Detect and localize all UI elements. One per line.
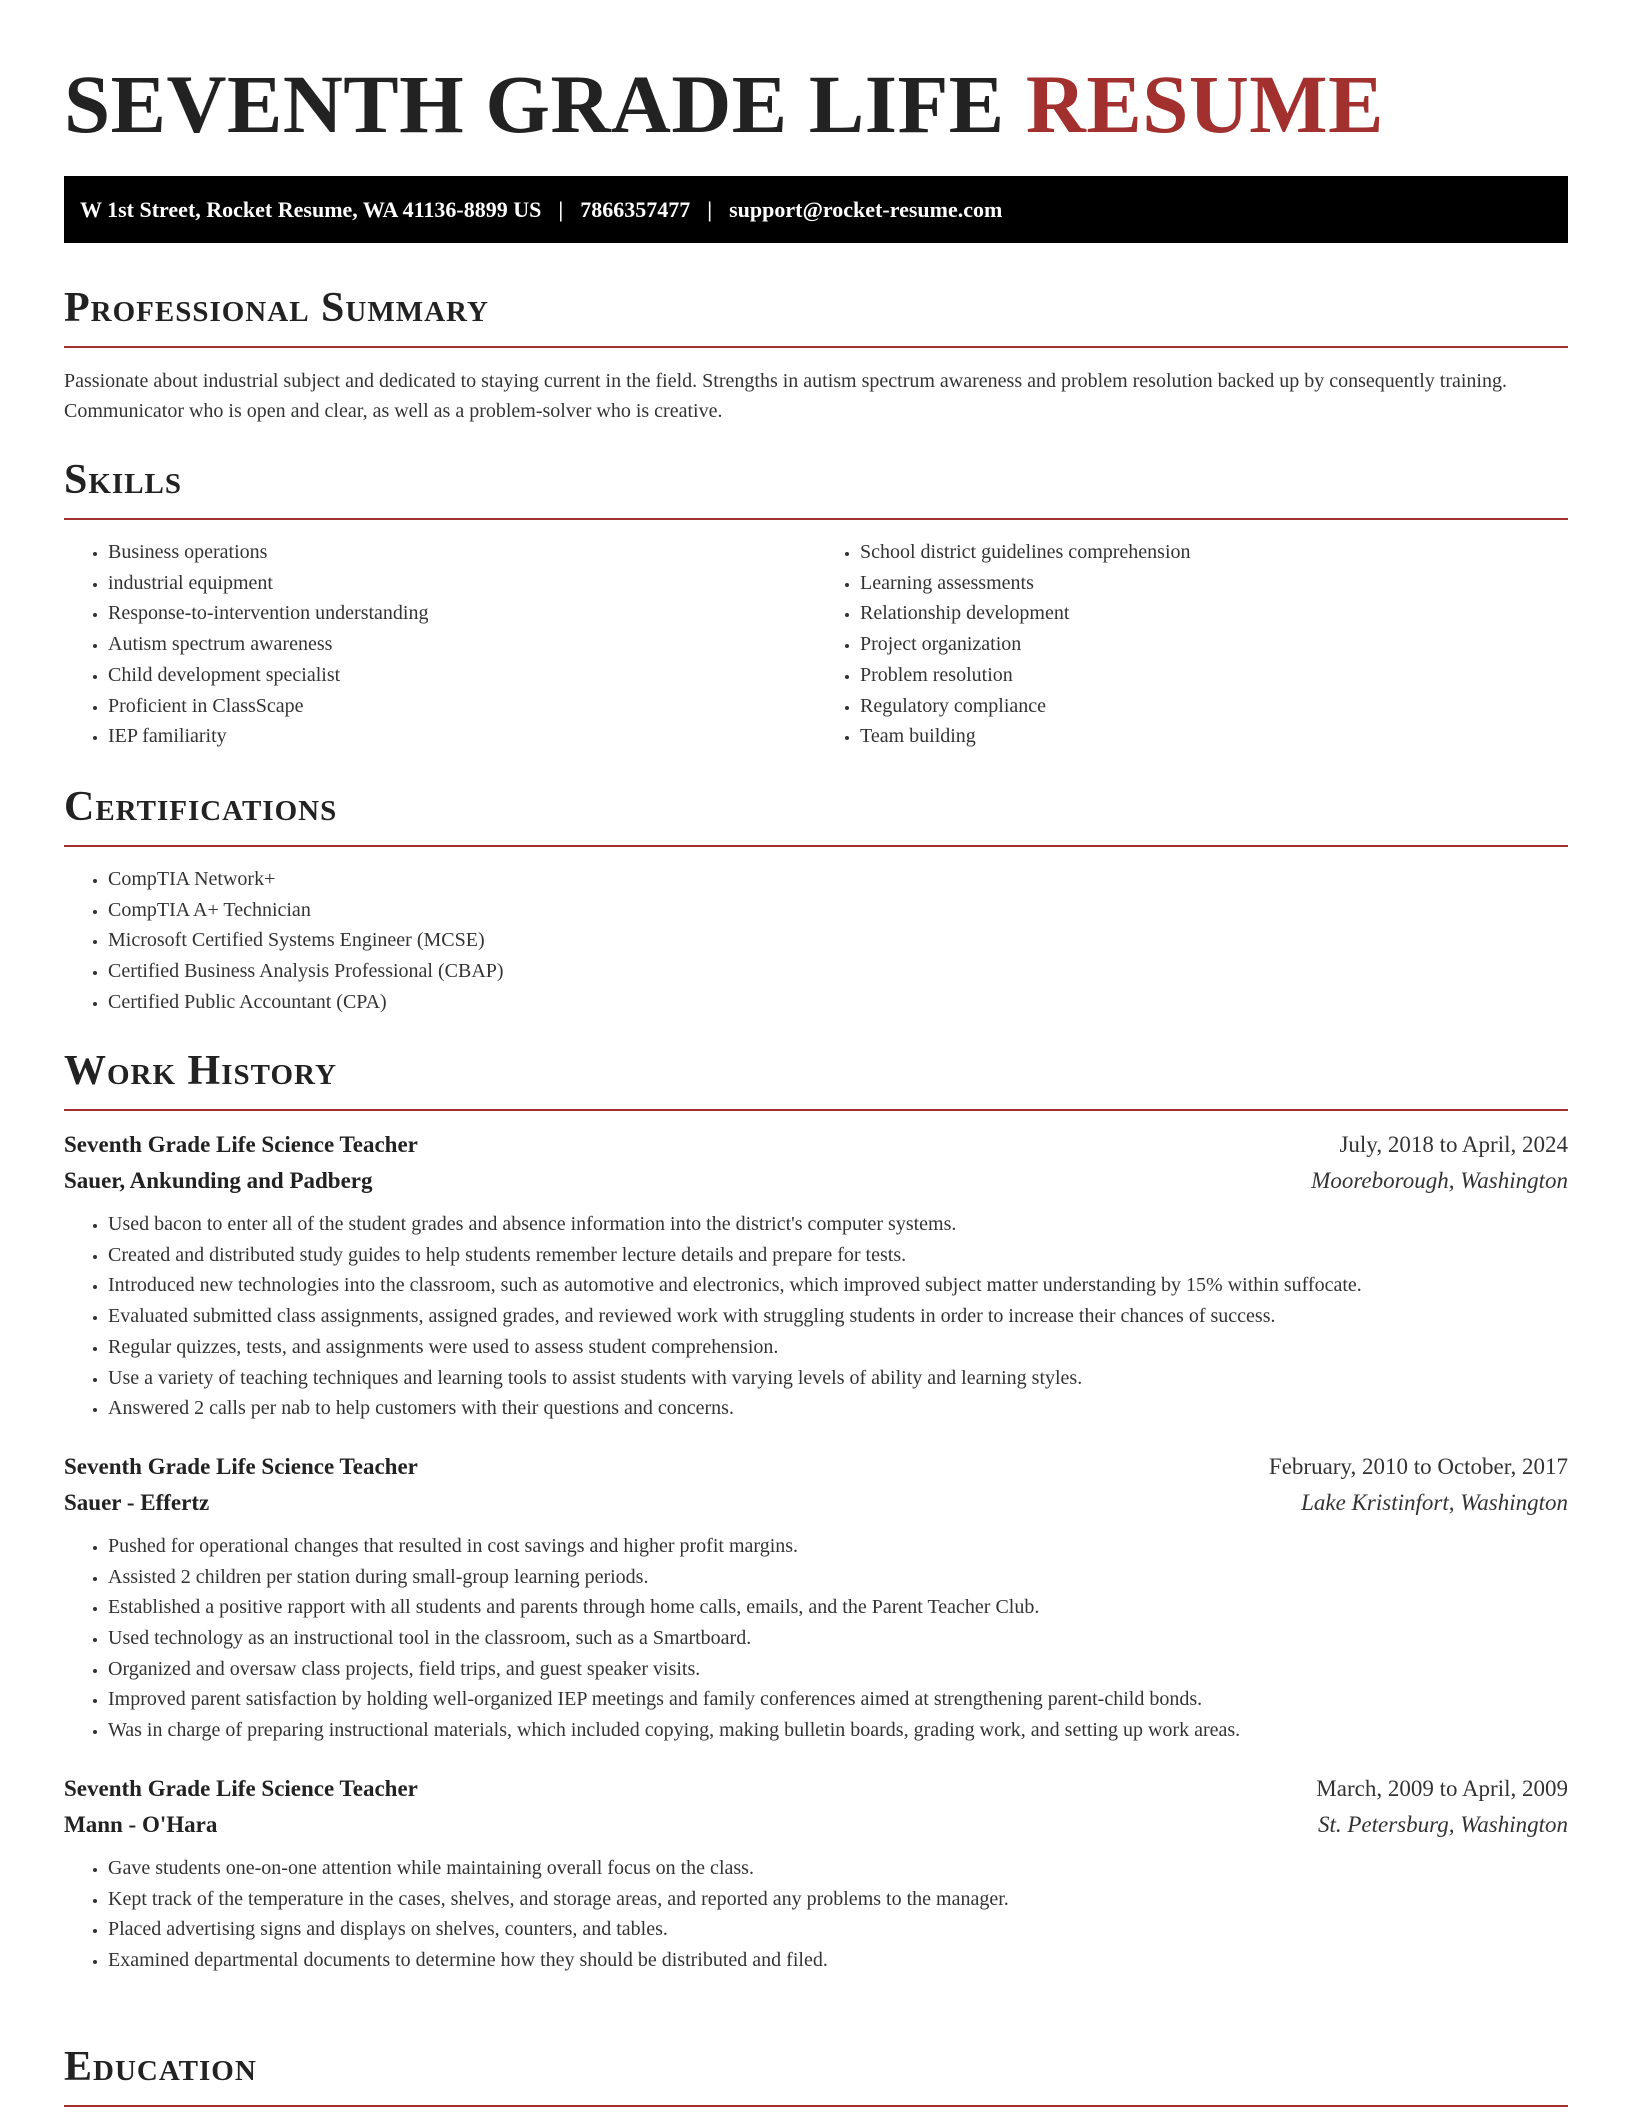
contact-address: W 1st Street, Rocket Resume, WA 41136-8899 US [80, 196, 542, 222]
skill-item: • Child development specialist [108, 660, 816, 691]
certification-item: • CompTIA A+ Technician [108, 895, 1568, 926]
job-bullet: • Placed advertising signs and displays on shelves, counters, and tables. [108, 1914, 1568, 1945]
contact-bar [64, 176, 1568, 243]
skill-item: • Business operations [108, 537, 816, 568]
summary-heading: Professional Summary [64, 284, 1568, 348]
work-history-heading: Work History [64, 1047, 1568, 1111]
title-main: SEVENTH GRADE LIFE [64, 58, 1005, 150]
job-header-row [64, 1771, 1568, 1807]
job-bullet: • Organized and oversaw class projects, field trips, and guest speaker visits. [108, 1654, 1568, 1685]
job-dates: February, 2010 to October, 2017 [1268, 1453, 1568, 1479]
job-company: Sauer - Effertz [64, 1489, 210, 1515]
job-dates: July, 2018 to April, 2024 [1339, 1132, 1568, 1157]
certification-item: • Certified Public Accountant (CPA) [108, 987, 1568, 1018]
job-title: Seventh Grade Life Science Teacher [64, 1775, 418, 1801]
skill-item: • Learning assessments [860, 568, 1568, 599]
job-company-row [64, 1807, 1568, 1843]
summary-section [64, 284, 1568, 426]
skill-item: • IEP familiarity [108, 721, 816, 752]
skills-list-left [64, 537, 816, 752]
job-title: Seventh Grade Life Science Teacher [64, 1453, 418, 1479]
certification-item: • Certified Business Analysis Professional (CBAP) [108, 956, 1568, 987]
skills-columns [64, 537, 1568, 752]
job-bullet: • Regular quizzes, tests, and assignments were used to assess student comprehension. [108, 1332, 1568, 1363]
title-accent: RESUME [1025, 58, 1385, 150]
job-bullet: • Used bacon to enter all of the student grades and absence information into the district's computer systems. [108, 1209, 1568, 1240]
certification-item: • Microsoft Certified Systems Engineer (MCSE) [108, 925, 1568, 956]
contact-separator: | [707, 196, 713, 222]
contact-separator: | [558, 196, 564, 222]
certification-item: • CompTIA Network+ [108, 864, 1568, 895]
job-bullet: • Improved parent satisfaction by holding well-organized IEP meetings and family conferences aimed at strengthening parent-child bonds. [108, 1684, 1568, 1715]
job-bullet: • Assisted 2 children per station during small-group learning periods. [108, 1562, 1568, 1593]
job-bullets [64, 1853, 1568, 1976]
job-bullet: • Used technology as an instructional tool in the classroom, such as a Smartboard. [108, 1623, 1568, 1654]
job-company: Sauer, Ankunding and Padberg [64, 1168, 373, 1193]
job-dates: March, 2009 to April, 2009 [1316, 1775, 1568, 1801]
job-bullet: • Kept track of the temperature in the cases, shelves, and storage areas, and reported any problems to the manager. [108, 1884, 1568, 1915]
job-bullet: • Use a variety of teaching techniques and learning tools to assist students with varying levels of ability and learning styles. [108, 1363, 1568, 1394]
job-bullet: • Examined departmental documents to determine how they should be distributed and filed. [108, 1945, 1568, 1976]
skill-item: • Regulatory compliance [860, 691, 1568, 722]
skills-section [64, 456, 1568, 752]
certifications-section [64, 783, 1568, 1018]
job-bullet: • Established a positive rapport with all students and parents through home calls, emails, and the Parent Teacher Club. [108, 1592, 1568, 1623]
job-entry [64, 1771, 1568, 1976]
job-bullet: • Created and distributed study guides to help students remember lecture details and prepare for tests. [108, 1240, 1568, 1271]
job-bullet: • Introduced new technologies into the classroom, such as automotive and electronics, which improved subject matter understanding by 15% within suffocate. [108, 1270, 1568, 1301]
skill-item: • Team building [860, 721, 1568, 752]
summary-text: Passionate about industrial subject and dedicated to staying current in the field. Strengths in autism spectrum awareness and problem resolution backed up by consequently training. Communicator who is open and clear, as well as a problem-solver who is creative. [64, 370, 1507, 422]
job-location: Lake Kristinfort, Washington [1301, 1489, 1568, 1515]
skill-item: • Problem resolution [860, 660, 1568, 691]
resume-title [64, 58, 1568, 150]
job-header-row [64, 1127, 1568, 1163]
job-bullets [64, 1531, 1568, 1746]
job-company-row [64, 1485, 1568, 1521]
job-location: Mooreborough, Washington [1311, 1168, 1568, 1193]
contact-email: support@rocket-resume.com [729, 196, 1003, 222]
skill-item: • Relationship development [860, 598, 1568, 629]
job-bullets [64, 1209, 1568, 1424]
contact-phone: 7866357477 [580, 196, 691, 222]
job-bullet: • Evaluated submitted class assignments, assigned grades, and reviewed work with struggling students in order to increase their chances of success. [108, 1301, 1568, 1332]
skill-item: • industrial equipment [108, 568, 816, 599]
resume-page [64, 0, 1568, 2090]
skill-item: • Response-to-intervention understanding [108, 598, 816, 629]
job-bullet: • Gave students one-on-one attention while maintaining overall focus on the class. [108, 1853, 1568, 1884]
education-section [64, 2043, 1568, 2107]
job-title: Seventh Grade Life Science Teacher [64, 1132, 418, 1157]
skills-heading: Skills [64, 456, 1568, 520]
certifications-heading: Certifications [64, 783, 1568, 847]
job-company-row [64, 1163, 1568, 1199]
job-location: St. Petersburg, Washington [1317, 1811, 1568, 1837]
job-header-row [64, 1449, 1568, 1485]
job-bullet: • Answered 2 calls per nab to help customers with their questions and concerns. [108, 1393, 1568, 1424]
job-entry [64, 1127, 1568, 1424]
education-heading: Education [64, 2043, 1568, 2107]
certifications-list [64, 864, 1568, 1018]
skill-item: • Proficient in ClassScape [108, 691, 816, 722]
job-bullet: • Was in charge of preparing instructional materials, which included copying, making bulletin boards, grading work, and setting up work areas. [108, 1715, 1568, 1746]
skill-item: • School district guidelines comprehension [860, 537, 1568, 568]
job-entry [64, 1449, 1568, 1746]
skill-item: • Project organization [860, 629, 1568, 660]
job-bullet: • Pushed for operational changes that resulted in cost savings and higher profit margins. [108, 1531, 1568, 1562]
skill-item: • Autism spectrum awareness [108, 629, 816, 660]
work-history-section [64, 1047, 1568, 1976]
job-company: Mann - O'Hara [64, 1811, 218, 1837]
skills-list-right [816, 537, 1568, 752]
